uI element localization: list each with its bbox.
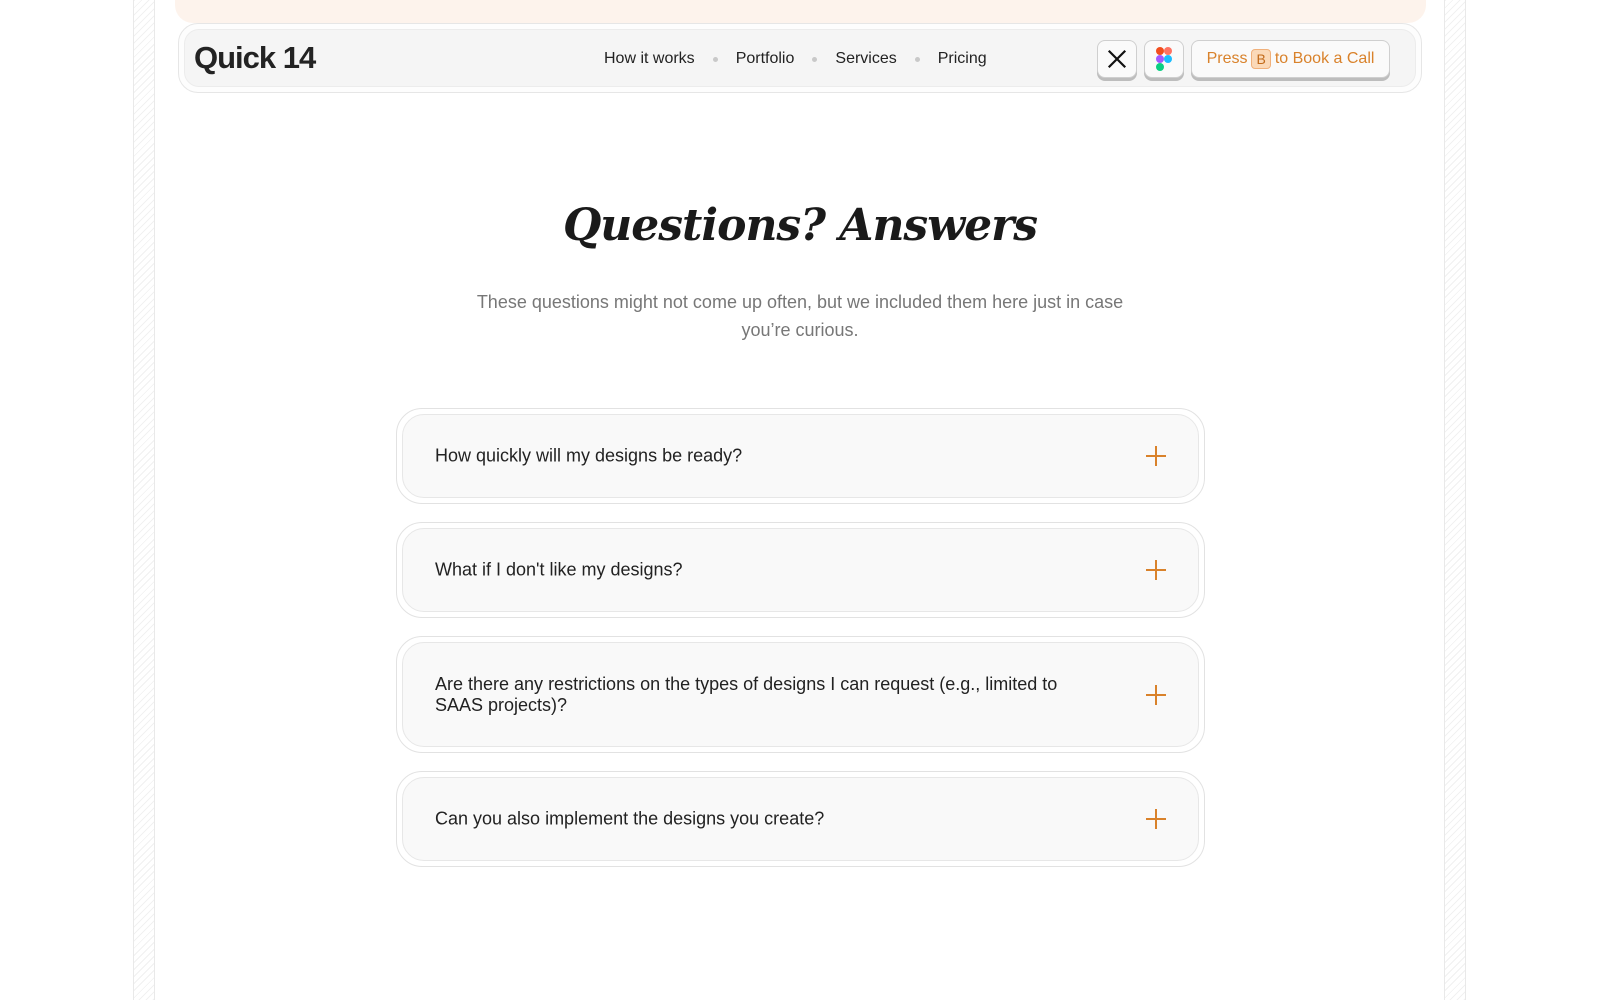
faq-item-inner (402, 777, 1199, 861)
faq-item-inner (402, 642, 1199, 747)
book-call-suffix: to Book a Call (1274, 50, 1375, 67)
nav-links (604, 50, 987, 68)
figma-button[interactable] (1144, 40, 1184, 78)
top-navbar (178, 23, 1422, 93)
faq-question: What if I don't like my designs? (435, 559, 683, 580)
faq-title: Questions? Answers (562, 200, 1038, 251)
nav-link-pricing[interactable]: Pricing (937, 50, 987, 67)
brand-logo[interactable]: Quick 14 (194, 40, 316, 75)
faq-item[interactable] (396, 522, 1205, 618)
book-call-button[interactable] (1191, 40, 1390, 78)
figma-icon (1156, 47, 1172, 71)
plus-icon[interactable] (1146, 685, 1166, 705)
plus-icon[interactable] (1146, 809, 1166, 829)
plus-icon[interactable] (1146, 446, 1166, 466)
faq-item[interactable] (396, 771, 1205, 867)
nav-separator-dot (713, 57, 718, 62)
x-social-button[interactable] (1097, 40, 1137, 78)
faq-item-inner (402, 414, 1199, 498)
right-decorative-rail (1444, 0, 1466, 1000)
nav-link-how-it-works[interactable]: How it works (604, 50, 695, 67)
navbar-inner (184, 29, 1416, 87)
faq-subtitle: These questions might not come up often, but we included them here just in case you’re curious. (476, 292, 1124, 340)
faq-question: Are there any restrictions on the types of designs I can request (e.g., limited to SAAS projects)? (435, 673, 1058, 715)
faq-question: How quickly will my designs be ready? (435, 445, 743, 466)
nav-link-portfolio[interactable]: Portfolio (735, 50, 795, 67)
x-icon (1106, 48, 1128, 70)
keyboard-shortcut-badge: B (1251, 49, 1270, 69)
plus-icon[interactable] (1146, 560, 1166, 580)
faq-question: Can you also implement the designs you create? (435, 808, 825, 829)
nav-separator-dot (915, 57, 920, 62)
book-call-prefix: Press (1206, 50, 1248, 67)
nav-link-services[interactable]: Services (835, 50, 897, 67)
faq-item-inner (402, 528, 1199, 612)
faq-item[interactable] (396, 408, 1205, 504)
nav-separator-dot (812, 57, 817, 62)
faq-item[interactable] (396, 636, 1205, 753)
top-banner-strip (175, 0, 1426, 23)
left-decorative-rail (133, 0, 155, 1000)
